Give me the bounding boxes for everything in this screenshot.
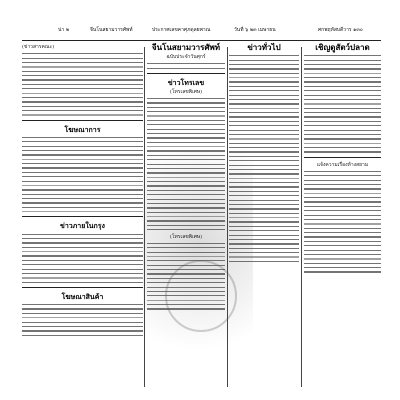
- column-3: [229, 42, 299, 387]
- col2-heading-2: (โทรเลขพิเศษ): [169, 88, 203, 95]
- column-divider: [301, 47, 302, 387]
- paper-name: จีนโนสยามวารศัพท์: [90, 27, 133, 33]
- col1-heading-1: โฆษณาการ: [64, 124, 101, 134]
- col3-heading: ข่าวทั่วไป: [247, 42, 281, 52]
- section-rule: [22, 120, 143, 121]
- section-rule: [147, 73, 225, 74]
- col4-subheading: แจ้งความเรื่องห้างสยาม: [316, 161, 369, 168]
- col2-heading-3: (โทรเลขพิเศษ): [169, 233, 203, 240]
- header-date: วันที่ ๖ ๒๓ เมษายน: [234, 27, 276, 33]
- section-rule: [304, 157, 381, 158]
- column-2: [147, 42, 225, 387]
- col4-heading: เชิญดูสัตว์ปลาด: [315, 42, 370, 52]
- section-rule: [22, 287, 143, 288]
- col2-heading-1: ข่าวโทรเลข: [167, 77, 205, 87]
- header-issue: ศกพฤหัสบดีวาร ๑๓๐: [318, 27, 363, 33]
- col2-masthead: จีนโนสยามวารศัพท์: [151, 42, 221, 52]
- column-divider: [144, 47, 145, 387]
- section-rule: [22, 216, 143, 217]
- col1-heading-2: ข่าวภายในกรุง: [60, 221, 105, 231]
- col1-intro: (ข่าวสารคณะ): [22, 44, 55, 50]
- page-number: น่า ๒: [58, 27, 70, 33]
- header-note: ประกาศเลขคาศุภดุลยพาณ: [152, 27, 211, 33]
- column-4: [304, 42, 381, 387]
- header-rule: [22, 40, 381, 41]
- col1-heading-3: โฆษณาสินค้า: [61, 291, 104, 301]
- col2-subtitle: ฉบับประจำวันศุกร์: [166, 54, 206, 60]
- column-1: [22, 42, 143, 387]
- column-divider: [227, 47, 228, 387]
